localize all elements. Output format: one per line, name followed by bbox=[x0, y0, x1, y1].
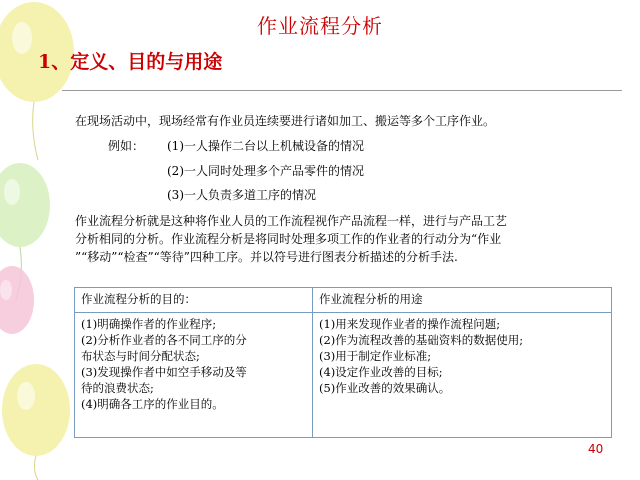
balloon-pink-left bbox=[0, 266, 34, 334]
slide-title: 作业流程分析 bbox=[257, 14, 383, 38]
purpose-line: (4)明确各工序的作业目的。 bbox=[81, 397, 224, 411]
purpose-line: 待的浪费状态; bbox=[81, 381, 154, 395]
section-heading: 1、定义、目的与用途 bbox=[38, 51, 223, 73]
example-item: (2)一人同时处理多个产品零件的情况 bbox=[167, 164, 364, 178]
paragraph-line: 分析相同的分析。作业流程分析是将同时处理多项工作的作业者的行动分为“作业 bbox=[75, 232, 502, 246]
table-row bbox=[75, 313, 612, 438]
use-line: (4)设定作业改善的目标; bbox=[319, 365, 443, 379]
example-item: (3)一人负责多道工序的情况 bbox=[167, 188, 316, 202]
table-header-row bbox=[75, 288, 612, 313]
page-number: 40 bbox=[588, 442, 604, 456]
balloon-yellow-bottom bbox=[2, 364, 70, 480]
purpose-cell bbox=[75, 313, 313, 438]
purpose-use-table bbox=[74, 287, 612, 438]
purpose-line: (3)发现操作者中如空手移动及等 bbox=[81, 365, 247, 379]
example-label: 例如： bbox=[108, 139, 145, 153]
use-line: (5)作业改善的效果确认。 bbox=[319, 381, 451, 395]
use-cell bbox=[313, 313, 612, 438]
use-line: (3)用于制定作业标准; bbox=[319, 349, 432, 363]
paragraph-line: 作业流程分析就是这种将作业人员的工作流程视作产品流程一样，进行与产品工艺 bbox=[75, 214, 508, 228]
use-line: (2)作为流程改善的基础资料的数据使用; bbox=[319, 333, 524, 347]
purpose-line: (2)分析作业者的各不同工序的分 bbox=[81, 333, 247, 347]
purpose-line: 布状态与时间分配状态; bbox=[81, 349, 200, 363]
use-header: 作业流程分析的用途 bbox=[313, 288, 612, 313]
use-line: (1)用来发现作业者的操作流程问题; bbox=[319, 317, 501, 331]
purpose-line: (1)明确操作者的作业程序; bbox=[81, 317, 217, 331]
intro-text: 在现场活动中，现场经常有作业员连续要进行诸如加工、搬运等多个工序作业。 bbox=[75, 114, 496, 128]
purpose-header: 作业流程分析的目的： bbox=[75, 288, 313, 313]
definition-paragraph bbox=[75, 212, 595, 266]
paragraph-line: ”“移动”“检查”“等待”四种工序。并以符号进行图表分析描述的分析手法. bbox=[75, 250, 458, 264]
example-item: (1)一人操作二台以上机械设备的情况 bbox=[167, 139, 364, 153]
divider-line bbox=[62, 90, 622, 91]
